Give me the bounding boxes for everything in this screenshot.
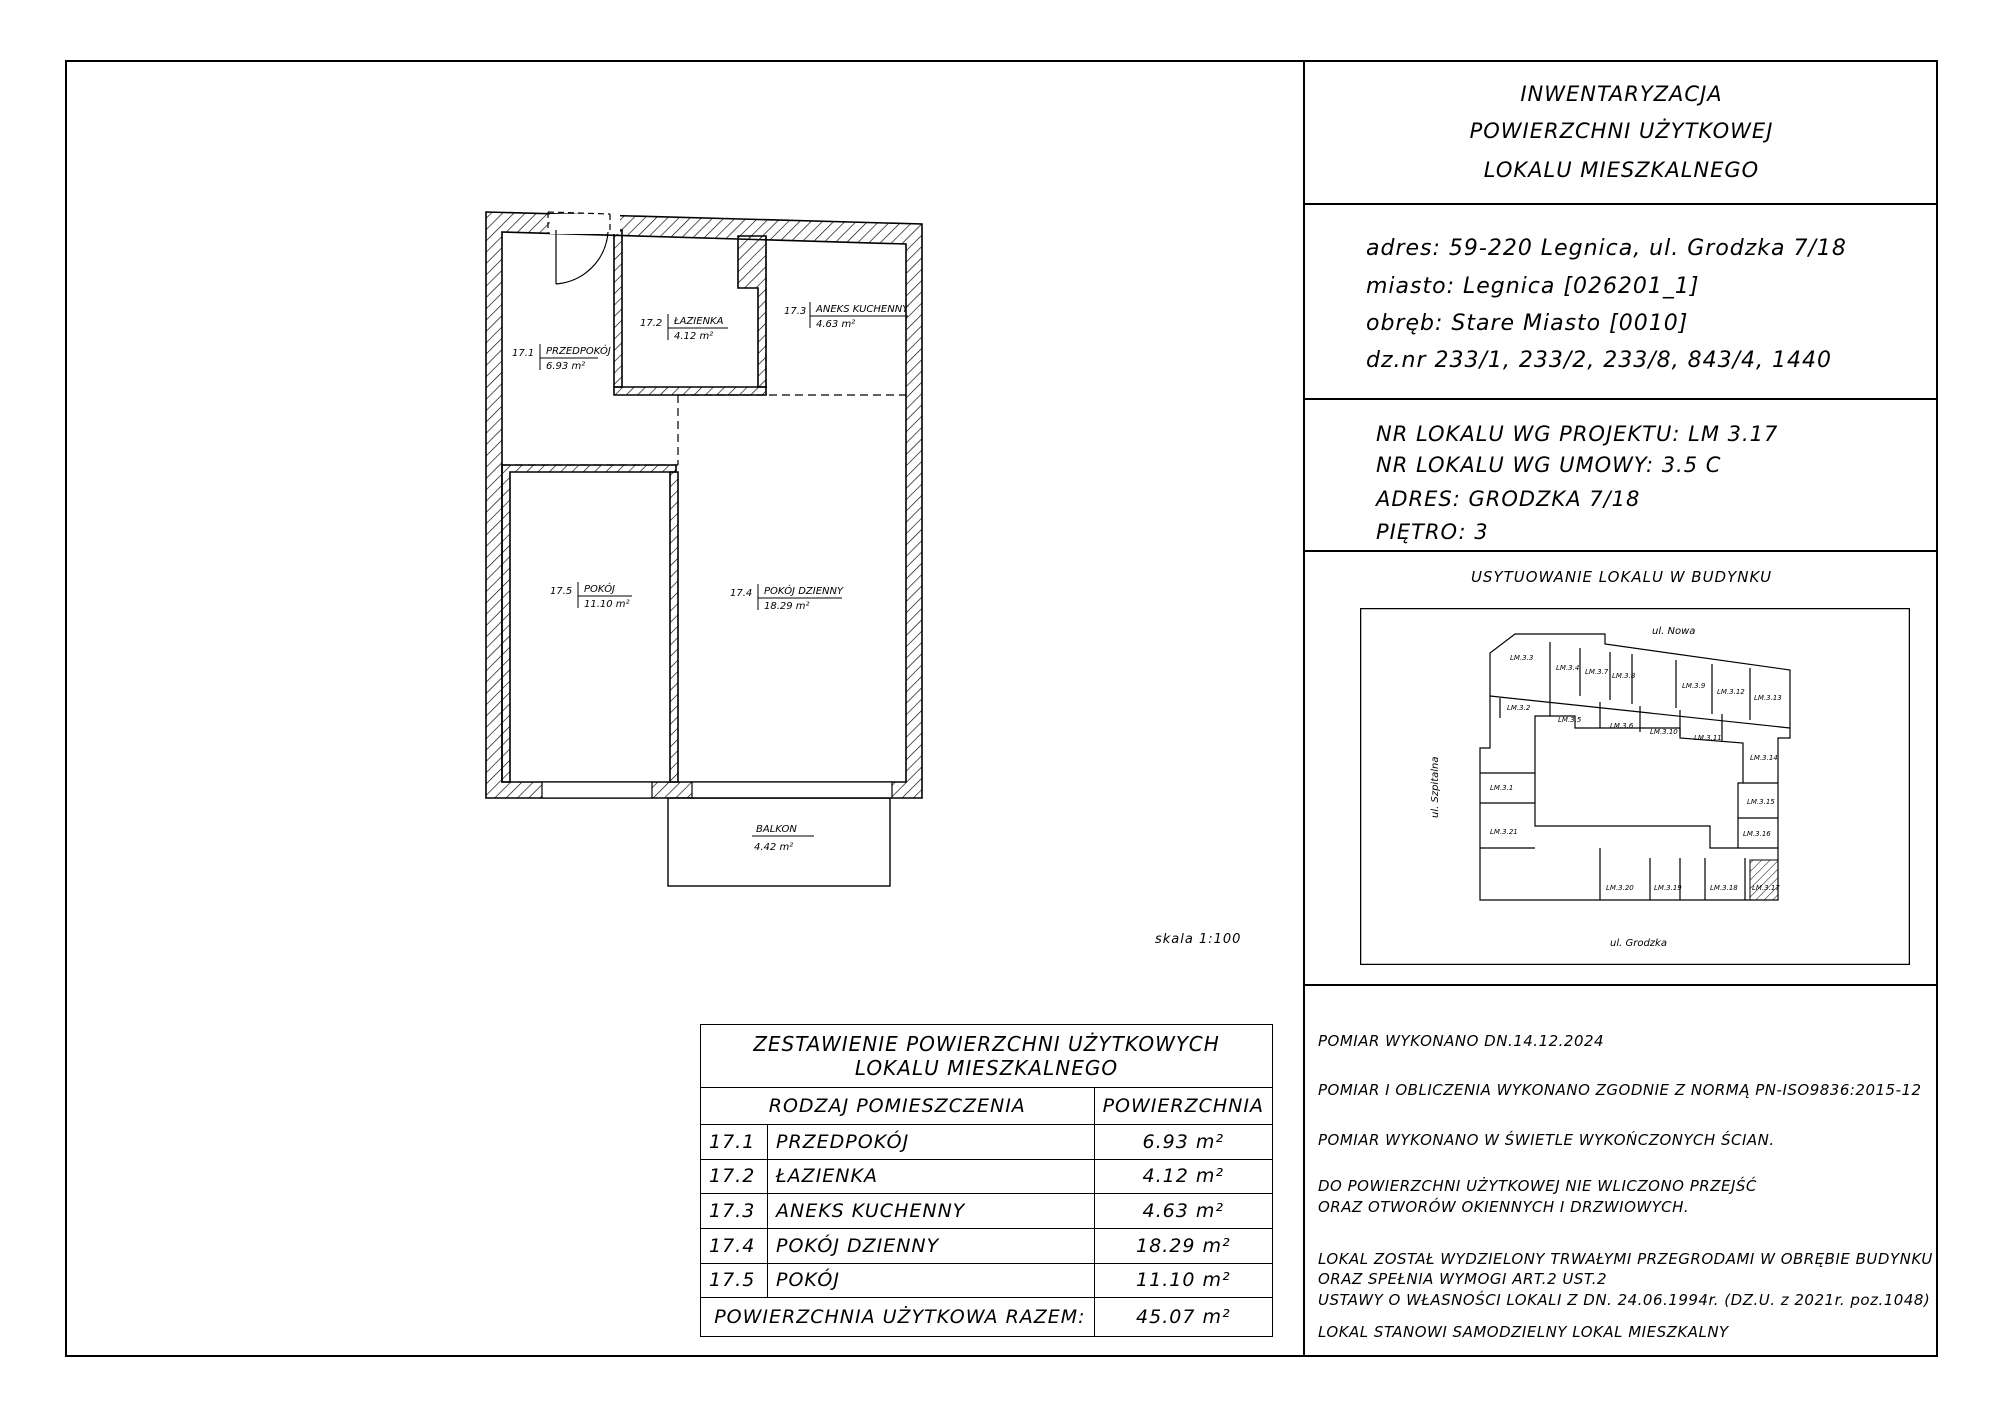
- room-number: 17.4: [730, 588, 753, 599]
- room-name: POKÓJ: [584, 584, 616, 595]
- unit-label: LM.3.8: [1612, 672, 1636, 680]
- summary-table: [700, 1024, 1273, 1337]
- unit-label: LM.3.14: [1750, 754, 1778, 762]
- note-walls: POMIAR WYKONANO W ŚWIETLE WYKOŃCZONYCH ŚCIAN.: [1318, 1131, 1775, 1149]
- unit-label: LM.3.17: [1752, 884, 1780, 892]
- floor-plan: [470, 200, 940, 890]
- title-line-1: INWENTARYZACJA: [1520, 82, 1723, 106]
- table-row: 17.1 PRZEDPOKÓJ 6.93 m²: [701, 1124, 1273, 1159]
- scale-label: skala 1:100: [1155, 932, 1242, 947]
- table-row: 17.4 POKÓJ DZIENNY 18.29 m²: [701, 1228, 1273, 1263]
- location-map-title: USYTUOWANIE LOKALU W BUDYNKU: [1470, 568, 1773, 586]
- room-name: ANEKS KUCHENNY: [816, 304, 909, 315]
- unit-label: LM.3.15: [1747, 798, 1775, 806]
- balcony-area: 4.42 m²: [754, 842, 794, 853]
- table-row: 17.5 POKÓJ 11.10 m²: [701, 1263, 1273, 1298]
- precinct-line: obręb: Stare Miasto [0010]: [1366, 311, 1689, 336]
- room-area: 18.29 m²: [764, 601, 810, 612]
- note-legal-1: LOKAL ZOSTAŁ WYDZIELONY TRWAŁYMI PRZEGRODAMI W OBRĘBIE BUDYNKU: [1318, 1250, 1933, 1268]
- unit-label: LM.3.1: [1490, 784, 1514, 792]
- room-name: ŁAZIENKA: [674, 316, 724, 327]
- address-line: adres: 59-220 Legnica, ul. Grodzka 7/18: [1366, 236, 1847, 261]
- street-top: ul. Nowa: [1652, 626, 1696, 637]
- divider-4: [1303, 984, 1938, 986]
- unit-label: LM.3.3: [1510, 654, 1534, 662]
- summary-title-2: LOKALU MIESZKALNEGO: [854, 1056, 1119, 1081]
- unit-label: LM.3.21: [1490, 828, 1518, 836]
- bathroom-wall-left: [614, 230, 622, 387]
- divider-2: [1303, 398, 1938, 400]
- unit-label: LM.3.16: [1743, 830, 1771, 838]
- street-bottom: ul. Grodzka: [1610, 938, 1667, 949]
- note-excluded-1: DO POWIERZCHNI UŻYTKOWEJ NIE WLICZONO PRZEJŚĆ: [1318, 1177, 1757, 1195]
- note-standard: POMIAR I OBLICZENIA WYKONANO ZGODNIE Z NORMĄ PN-ISO9836:2015-12: [1318, 1081, 1922, 1099]
- balcony-name: BALKON: [756, 824, 797, 835]
- divider-3: [1303, 550, 1938, 552]
- unit-label: LM.3.4: [1556, 664, 1580, 672]
- room-number: 17.5: [550, 586, 573, 597]
- title-line-2: POWIERZCHNI UŻYTKOWEJ: [1469, 119, 1774, 143]
- outer-wall: [486, 212, 922, 798]
- unit-project-number: NR LOKALU WG PROJEKTU: LM 3.17: [1376, 422, 1779, 446]
- location-map: [1360, 608, 1910, 965]
- summary-title-1: ZESTAWIENIE POWIERZCHNI UŻYTKOWYCH: [753, 1032, 1220, 1057]
- unit-label: LM.3.13: [1754, 694, 1782, 702]
- summary-col-type: RODZAJ POMIESZCZENIA: [701, 1088, 1095, 1125]
- room-number: 17.1: [512, 348, 535, 359]
- room-name: POKÓJ DZIENNY: [764, 586, 844, 597]
- summary-col-area: POWIERZCHNIA: [1094, 1088, 1272, 1125]
- note-independent: LOKAL STANOWI SAMODZIELNY LOKAL MIESZKALNY: [1318, 1323, 1729, 1341]
- room-area: 11.10 m²: [584, 599, 630, 610]
- unit-contract-number: NR LOKALU WG UMOWY: 3.5 C: [1376, 453, 1722, 477]
- divider-1: [1303, 203, 1938, 205]
- unit-label: LM.3.2: [1507, 704, 1531, 712]
- bedroom-wall-right: [670, 472, 678, 782]
- unit-label: LM.3.12: [1717, 688, 1745, 696]
- city-line: miasto: Legnica [026201_1]: [1366, 274, 1700, 299]
- note-measure-date: POMIAR WYKONANO DN.14.12.2024: [1318, 1032, 1605, 1050]
- room-name: PRZEDPOKÓJ: [546, 346, 611, 357]
- unit-floor: PIĘTRO: 3: [1376, 520, 1489, 544]
- unit-label: LM.3.9: [1682, 682, 1706, 690]
- note-legal-3: USTAWY O WŁASNOŚCI LOKALI Z DN. 24.06.1994r. (DZ.U. z 2021r. poz.1048): [1318, 1291, 1931, 1309]
- note-excluded-2: ORAZ OTWORÓW OKIENNYCH I DRZWIOWYCH.: [1318, 1198, 1690, 1216]
- unit-label: LM.3.19: [1654, 884, 1682, 892]
- bathroom-wall-bottom: [614, 387, 766, 395]
- unit-address: ADRES: GRODZKA 7/18: [1376, 487, 1641, 511]
- unit-label: LM.3.10: [1650, 728, 1678, 736]
- summary-total-label: POWIERZCHNIA UŻYTKOWA RAZEM:: [701, 1298, 1095, 1337]
- room-area: 6.93 m²: [546, 361, 586, 372]
- highlighted-unit: [1750, 860, 1778, 900]
- room-area: 4.63 m²: [816, 319, 856, 330]
- unit-label: LM.3.6: [1610, 722, 1634, 730]
- summary-total-value: 45.07 m²: [1094, 1298, 1272, 1337]
- table-row: 17.2 ŁAZIENKA 4.12 m²: [701, 1159, 1273, 1194]
- title-line-3: LOKALU MIESZKALNEGO: [1483, 158, 1760, 182]
- street-left: ul. Szpitalna: [1430, 756, 1441, 818]
- plots-line: dz.nr 233/1, 233/2, 233/8, 843/4, 1440: [1366, 348, 1833, 373]
- room-area: 4.12 m²: [674, 331, 714, 342]
- unit-label: LM.3.20: [1606, 884, 1634, 892]
- room-number: 17.3: [784, 306, 807, 317]
- bathroom-wall-right: [738, 236, 766, 387]
- room-number: 17.2: [640, 318, 663, 329]
- unit-label: LM.3.11: [1694, 734, 1722, 742]
- unit-label: LM.3.18: [1710, 884, 1738, 892]
- title-block-divider: [1303, 60, 1305, 1357]
- note-legal-2: ORAZ SPEŁNIA WYMOGI ART.2 UST.2: [1318, 1270, 1608, 1288]
- bedroom-wall-top: [502, 465, 676, 782]
- unit-label: LM.3.7: [1585, 668, 1609, 676]
- location-map-border: [1361, 609, 1910, 965]
- unit-label: LM.3.5: [1558, 716, 1582, 724]
- table-row: 17.3 ANEKS KUCHENNY 4.63 m²: [701, 1194, 1273, 1229]
